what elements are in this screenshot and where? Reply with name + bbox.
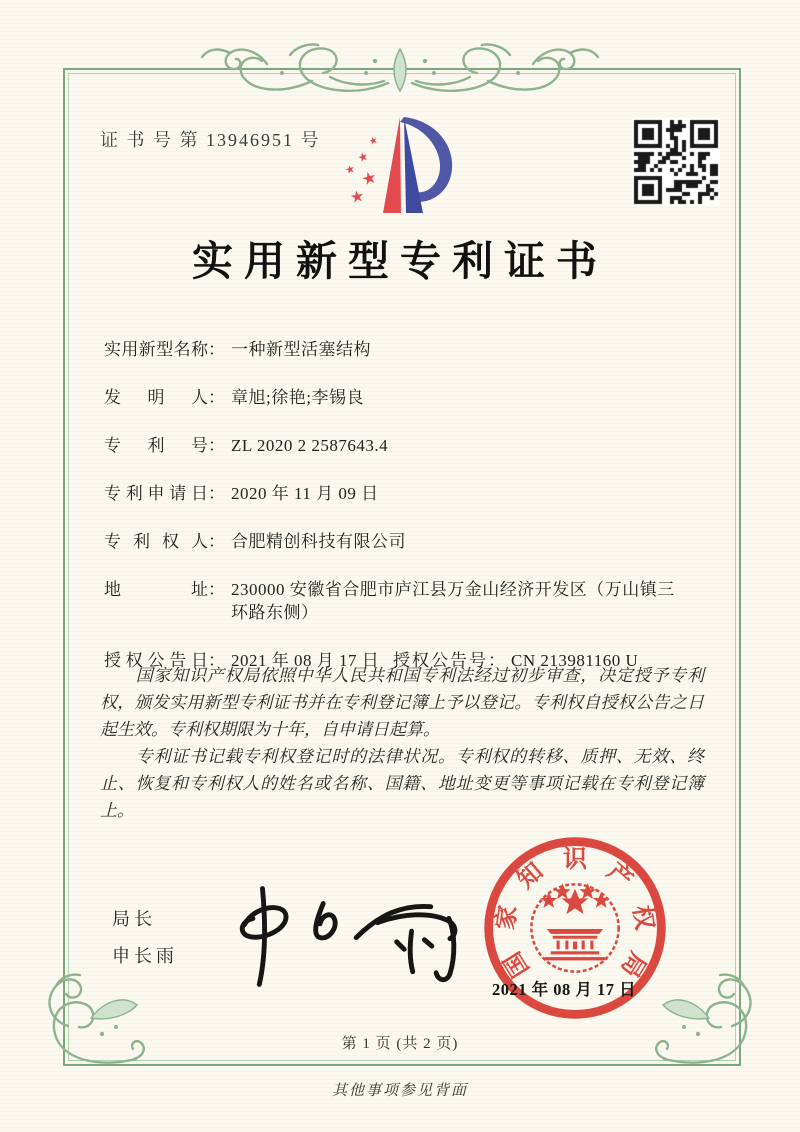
- field-row-filing-date: [104, 482, 686, 505]
- field-colon: ：: [488, 651, 505, 670]
- top-flourish-ornament: [170, 33, 630, 105]
- certificate-title: 实用新型专利证书: [192, 238, 608, 284]
- national-emblem: [541, 883, 610, 960]
- field-label: 实用新型名称: [104, 340, 208, 359]
- star-icon: ★: [355, 148, 371, 166]
- field-colon: ：: [208, 436, 225, 455]
- field-row-name: [104, 338, 686, 361]
- star-icon: ★: [367, 134, 380, 149]
- gate-column: [557, 941, 560, 950]
- field-label: 授权公告日: [104, 651, 208, 670]
- field-row-inventors: [104, 386, 686, 409]
- gate-column: [565, 941, 568, 950]
- field-value: CN 213981160 U: [511, 651, 639, 670]
- small-star-icon: [579, 883, 596, 899]
- small-star-icon: [593, 892, 610, 908]
- gate-column: [590, 941, 593, 950]
- page-number: 第 1 页 (共 2 页): [341, 1036, 459, 1052]
- cnipa-logo: [338, 112, 468, 217]
- svg-text:识: 识: [562, 845, 588, 873]
- logo-blue-wedge: [404, 117, 423, 213]
- field-label: 专利号: [104, 436, 208, 455]
- bottom-left-flourish: [36, 972, 146, 1072]
- gate-beam: [553, 936, 598, 939]
- svg-text:产: 产: [601, 857, 638, 895]
- star-icon: ★: [359, 167, 380, 191]
- field-colon: ：: [208, 340, 225, 359]
- field-colon: ：: [208, 532, 225, 551]
- star-icon: ★: [348, 185, 366, 208]
- field-colon: ：: [208, 580, 225, 599]
- field-value: 合肥精创科技有限公司: [231, 532, 406, 551]
- field-value: 章旭;徐艳;李锡良: [231, 388, 364, 407]
- legal-paragraph-2: 专利证书记载专利权登记时的法律状况。专利权的转移、质押、无效、终止、恢复和专利权人的姓名或名称、国籍、地址变更等事项记载在专利登记簿上。: [100, 747, 704, 820]
- director-signature: [222, 880, 467, 992]
- field-colon: ：: [208, 484, 225, 503]
- field-value: ZL 2020 2 2587643.4: [231, 436, 389, 455]
- svg-text:权: 权: [627, 903, 659, 932]
- seal-date: 2021 年 08 月 17 日: [492, 980, 637, 999]
- svg-text:国: 国: [498, 946, 535, 982]
- gate-door: [573, 942, 577, 950]
- field-value: 一种新型活塞结构: [231, 340, 371, 359]
- legal-text: [100, 662, 704, 824]
- field-label: 专利权人: [104, 532, 208, 551]
- field-row-address: [104, 578, 686, 624]
- field-colon: ：: [208, 651, 225, 670]
- gate-roof: [547, 929, 603, 934]
- field-label: 专利申请日: [104, 484, 208, 503]
- qr-code: [632, 118, 720, 206]
- svg-text:局: 局: [615, 946, 652, 982]
- gate-base: [545, 957, 605, 960]
- field-row-patent-number: [104, 434, 686, 457]
- svg-text:家: 家: [491, 903, 523, 932]
- logo-red-wedge: [383, 117, 401, 213]
- svg-text:知: 知: [512, 857, 549, 895]
- small-star-icon: [541, 892, 558, 908]
- field-value: 2020 年 11 月 09 日: [231, 484, 379, 503]
- field-label: 发明人: [104, 388, 208, 407]
- signer-title: 局长: [112, 909, 156, 929]
- star-icon: ★: [343, 161, 357, 178]
- gate-column: [582, 941, 585, 950]
- field-value: 2021 年 08 月 17 日: [231, 651, 380, 670]
- signer-name: 申长雨: [112, 946, 178, 966]
- field-value: 230000 安徽省合肥市庐江县万金山经济开发区（万山镇三环路东侧）: [231, 580, 675, 622]
- legal-paragraph-1: 国家知识产权局依照中华人民共和国专利法经过初步审查，决定授予专利权，颁发实用新型专利证书并在专利登记簿上予以登记。专利权自授权公告之日起生效。专利权期限为十年，自申请日起算。: [100, 666, 704, 739]
- certificate-fields: [104, 338, 686, 672]
- field-colon: ：: [208, 388, 225, 407]
- gate-platform: [551, 951, 600, 954]
- certificate-number: 证 书 号 第 13946951 号: [100, 130, 321, 150]
- field-label: 授权公告号: [393, 651, 488, 670]
- field-row-patentee: [104, 530, 686, 553]
- back-side-note: 其他事项参见背面: [331, 1083, 468, 1099]
- field-label: 地址: [104, 580, 208, 599]
